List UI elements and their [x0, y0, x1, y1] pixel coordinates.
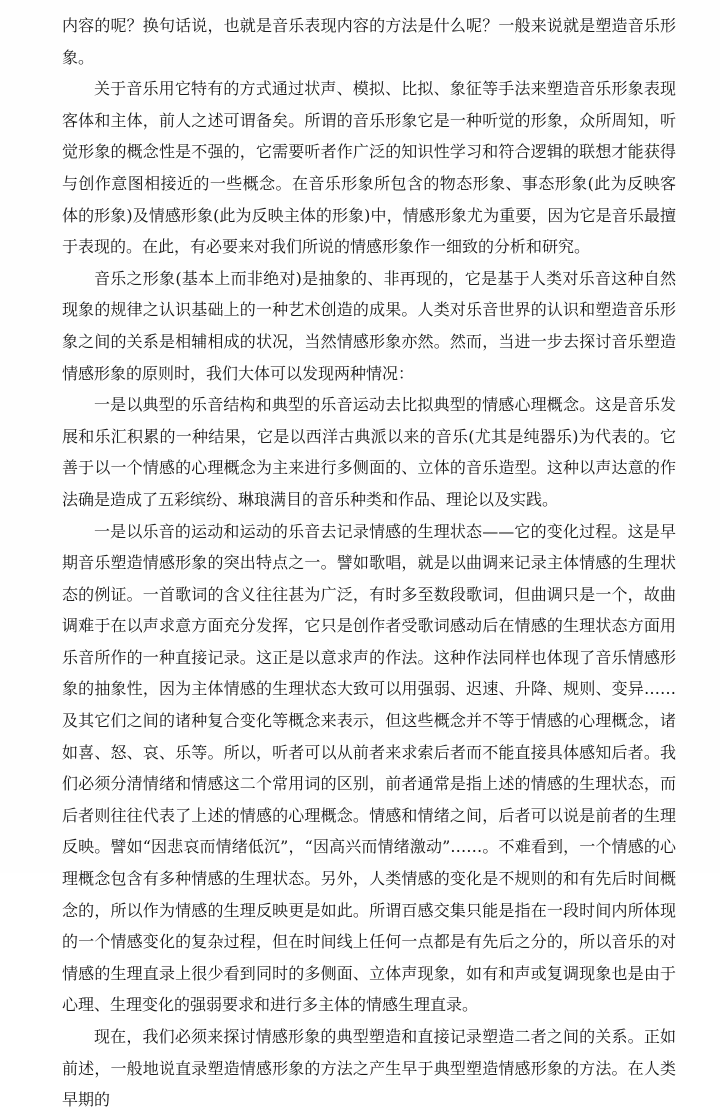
- paragraph-relationship: 现在，我们必须来探讨情感形象的典型塑造和直接记录塑造二者之间的关系。正如前述，一般地说直录塑造情感形象的方法之产生早于典型塑造情感形象的方法。在人类早期的: [62, 1027, 676, 1110]
- body-text: [62, 10, 676, 1116]
- paragraph-typical-structure: 一是以典型的乐音结构和典型的乐音运动去比拟典型的情感心理概念。这是音乐发展和乐汇积累的一种结果，它是以西洋古典派以来的音乐(尤其是纯器乐)为代表的。它善于以一个情感的心理概念为主来进行多侧面的、立体的音乐造型。这种以声达意的作法确是造成了五彩缤纷、琳琅满目的音乐种类和作品、理论以及实践。: [62, 395, 676, 509]
- paragraph-opening-line: 内容的呢？换句话说，也就是音乐表现内容的方法是什么呢？一般来说就是塑造音乐形象。: [62, 16, 676, 67]
- paragraph-physiological-state: 一是以乐音的运动和运动的乐音去记录情感的生理状态——它的变化过程。这是早期音乐塑造情感形象的突出特点之一。譬如歌唱，就是以曲调来记录主体情感的生理状态的例证。一首歌词的含义往往甚为广泛，有时多至数段歌词，但曲调只是一个，故曲调难于在以声求意方面充分发挥，它只是创作者受歌词感动后在情感的生理状态方面用乐音所作的一种直接记录。这正是以意求声的作法。这种作法同样也体现了音乐情感形象的抽象性，因为主体情感的生理状态大致可以用强弱、迟速、升降、规则、变异……及其它们之间的诸种复合变化等概念来表示，但这些概念并不等于情感的心理概念，诸如喜、怒、哀、乐等。所以，听者可以从前者来求索后者而不能直接具体感知后者。我们必须分清情绪和情感这二个常用词的区别，前者通常是指上述的情感的生理状态，而后者则往往代表了上述的情感的心理概念。情感和情绪之间，后者可以说是前者的生理反映。譬如“因悲哀而情绪低沉”，“因高兴而情绪激动”……。不难看到，一个情感的心理概念包含有多种情感的生理状态。另外，人类情感的变化是不规则的和有先后时间概念的，所以作为情感的生理反映更是如此。所谓百感交集只能是指在一段时间内所体现的一个情感变化的复杂过程，但在时间线上任何一点都是有先后之分的，所以音乐的对情感的生理直录上很少看到同时的多侧面、立体声现象，如有和声或复调现象也是由于心理、生理变化的强弱要求和进行多主体的情感生理直录。: [62, 521, 676, 1015]
- paragraph-abstract-image: 音乐之形象(基本上而非绝对)是抽象的、非再现的，它是基于人类对乐音这种自然现象的规律之认识基础上的一种艺术创造的成果。人类对乐音世界的认识和塑造音乐形象之间的关系是相辅相成的状况，当然情感形象亦然。然而，当进一步去探讨音乐塑造情感形象的原则时，我们大体可以发现两种情况：: [62, 268, 676, 383]
- paragraph-music-image-methods: 关于音乐用它特有的方式通过状声、模拟、比拟、象征等手法来塑造音乐形象表现客体和主体，前人之述可谓备矣。所谓的音乐形象它是一种听觉的形象，众所周知，听觉形象的概念性是不强的，它需要听者作广泛的知识性学习和符合逻辑的联想才能获得与创作意图相接近的一些概念。在音乐形象所包含的物态形象、事态形象(此为反映客体的形象)及情感形象(此为反映主体的形象)中，情感形象尤为重要，因为它是音乐最擅于表现的。在此，有必要来对我们所说的情感形象作一细致的分析和研究。: [62, 79, 676, 257]
